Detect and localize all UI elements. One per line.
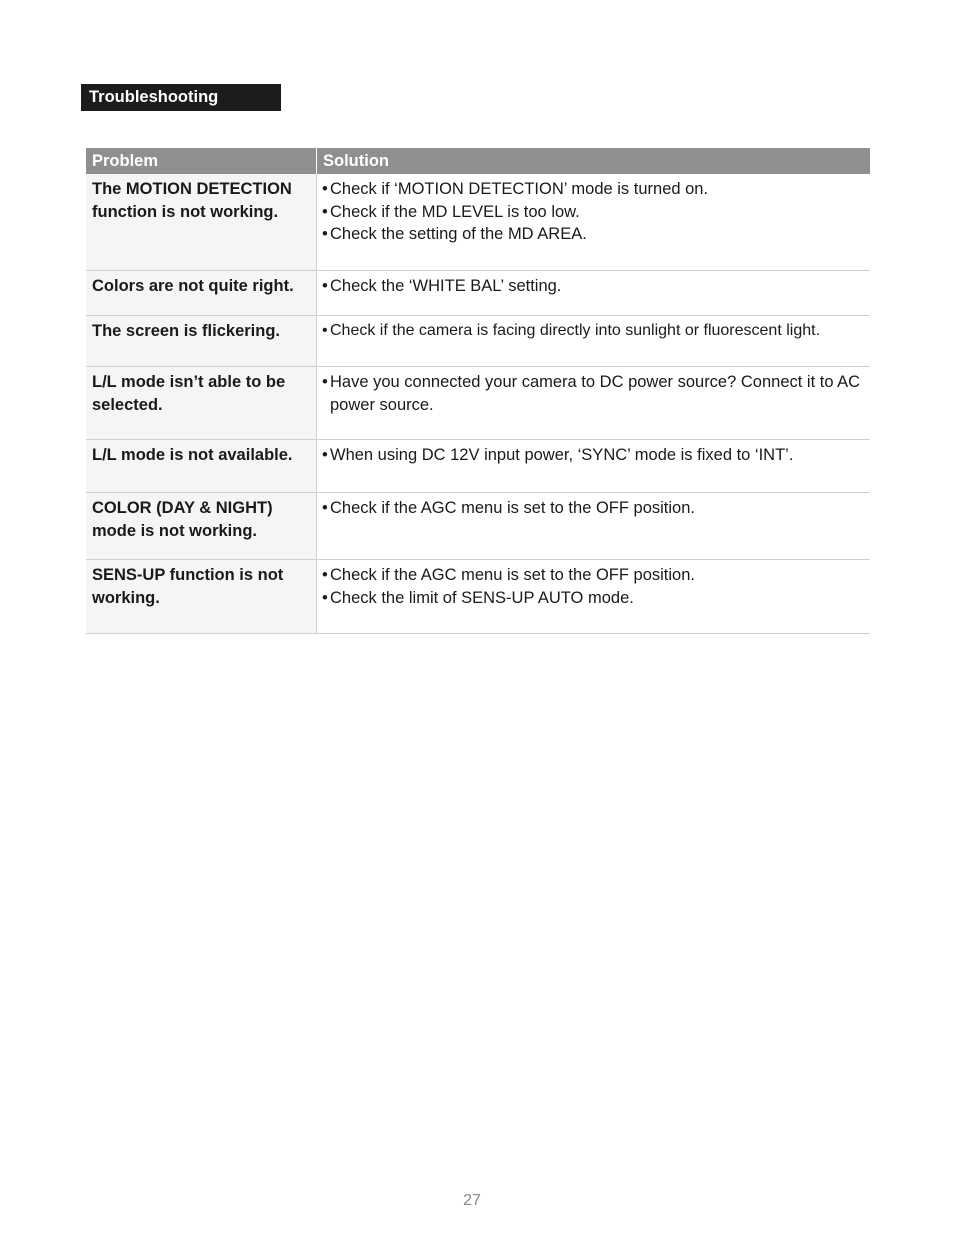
bullet-mark: • bbox=[322, 277, 328, 295]
solution-item bbox=[322, 275, 865, 298]
solution-item bbox=[322, 587, 865, 610]
table-row bbox=[86, 440, 870, 493]
problem-cell: Colors are not quite right. bbox=[86, 271, 317, 315]
solution-text: Check the setting of the MD AREA. bbox=[330, 225, 587, 243]
solution-item bbox=[322, 178, 865, 201]
solution-item bbox=[322, 564, 865, 587]
bullet-mark: • bbox=[322, 566, 328, 584]
solution-text: Check if the MD LEVEL is too low. bbox=[330, 202, 580, 221]
table-row bbox=[86, 560, 870, 634]
troubleshooting-table bbox=[86, 148, 870, 634]
table-row bbox=[86, 174, 870, 271]
bullet-mark: • bbox=[322, 373, 328, 391]
solution-text: Check the ‘WHITE BAL’ setting. bbox=[330, 277, 562, 295]
header-solution: Solution bbox=[323, 152, 389, 170]
bullet-mark: • bbox=[322, 225, 328, 243]
bullet-mark: • bbox=[322, 446, 328, 464]
solution-text: Have you connected your camera to DC power source? Connect it to AC power source. bbox=[330, 373, 861, 414]
solution-cell bbox=[317, 493, 870, 559]
problem-cell: COLOR (DAY & NIGHT) mode is not working. bbox=[86, 493, 317, 559]
solution-item bbox=[322, 497, 865, 520]
solution-text: Check if the AGC menu is set to the OFF position. bbox=[330, 566, 695, 584]
solution-text: When using DC 12V input power, ‘SYNC’ mode is fixed to ‘INT’. bbox=[330, 446, 794, 464]
section-title: Troubleshooting bbox=[81, 84, 281, 111]
problem-cell: The screen is flickering. bbox=[86, 316, 317, 366]
bullet-mark: • bbox=[322, 202, 328, 221]
table-row bbox=[86, 316, 870, 367]
table-row bbox=[86, 271, 870, 316]
bullet-mark: • bbox=[322, 588, 328, 607]
problem-cell: SENS-UP function is not working. bbox=[86, 560, 317, 633]
solution-text: Check if ‘MOTION DETECTION’ mode is turned on. bbox=[330, 180, 709, 198]
table-row bbox=[86, 367, 870, 440]
solution-cell bbox=[317, 440, 870, 492]
solution-text: Check the limit of SENS-UP AUTO mode. bbox=[330, 588, 634, 607]
solution-item bbox=[322, 371, 865, 416]
bullet-mark: • bbox=[322, 322, 328, 339]
problem-cell: L/L mode isn’t able to be selected. bbox=[86, 367, 317, 439]
solution-cell bbox=[317, 316, 870, 366]
solution-text: Check if the camera is facing directly into sunlight or fluorescent light. bbox=[330, 322, 821, 339]
table-header-row bbox=[86, 148, 870, 174]
solution-item bbox=[322, 444, 865, 467]
solution-item bbox=[322, 223, 865, 246]
page-number: 27 bbox=[463, 1192, 481, 1209]
bullet-mark: • bbox=[322, 499, 328, 517]
solution-cell bbox=[317, 271, 870, 315]
solution-cell bbox=[317, 367, 870, 439]
problem-cell: L/L mode is not available. bbox=[86, 440, 317, 492]
bullet-mark: • bbox=[322, 180, 328, 198]
solution-cell bbox=[317, 174, 870, 270]
solution-text: Check if the AGC menu is set to the OFF position. bbox=[330, 499, 695, 517]
solution-item bbox=[322, 320, 865, 343]
solution-item bbox=[322, 201, 865, 224]
header-problem: Problem bbox=[86, 148, 317, 174]
problem-cell: The MOTION DETECTION function is not working. bbox=[86, 174, 317, 270]
table-row bbox=[86, 493, 870, 560]
solution-cell bbox=[317, 560, 870, 633]
